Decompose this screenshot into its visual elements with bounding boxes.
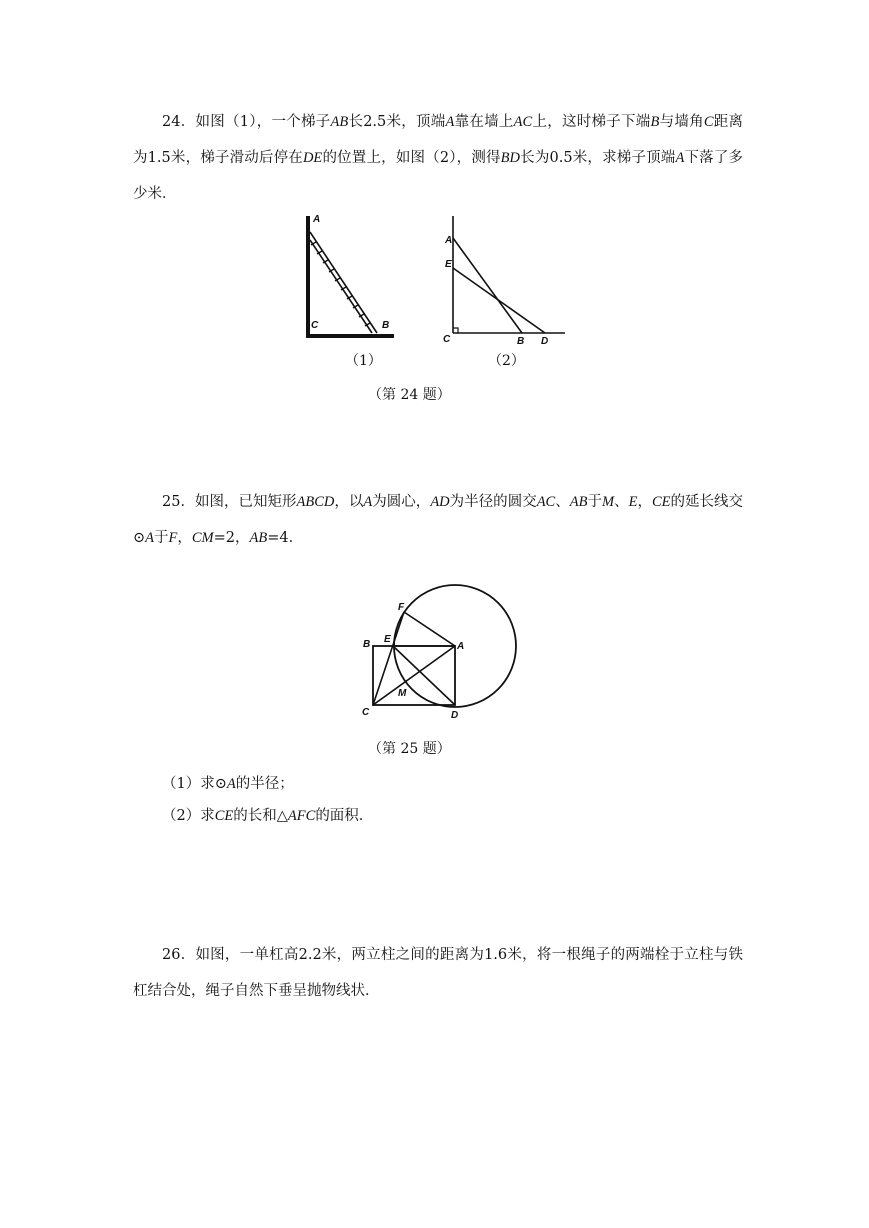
problem-25-text: 25．如图，已知矩形ABCD，以A为圆心，AD为半径的圆交AC、AB于M、E，CE的延长线交⊙A于F，CM=2，AB=4．: [133, 494, 744, 546]
segment-CA: [373, 646, 455, 705]
figure-24-2: [440, 212, 570, 346]
point-label-D: D: [541, 336, 549, 347]
figure-24-2-label: （2）: [488, 353, 525, 369]
point-label-B: B: [517, 336, 525, 347]
figure-24-caption: （第 24 题）: [368, 387, 451, 403]
ladder-rail-2: [310, 240, 372, 333]
problem-26-text: 26．如图，一单杠高2.2米，两立柱之间的距离为1.6米，将一根绳子的两端栓于立柱与铁杠结合处，绳子自然下垂呈抛物线状．: [133, 947, 743, 999]
wall: [306, 216, 310, 338]
point-label-E: E: [445, 259, 452, 270]
point-label-A: A: [313, 214, 321, 225]
figure-24-1: [300, 212, 400, 342]
segment-AB: [453, 238, 522, 333]
segment-FA: [404, 612, 455, 646]
ladder-rail-1: [310, 232, 377, 333]
segment-ED: [453, 268, 545, 333]
problem-24-text: 24．如图（1），一个梯子AB长2.5米，顶端A靠在墙上AC上，这时梯子下端B与墙角C距离为1.5米，梯子滑动后停在DE的位置上，如图（2），测得BD长为0.5米，求梯子顶端A下落了多少米．: [133, 114, 744, 202]
point-label-M: M: [398, 688, 407, 699]
point-label-C: C: [443, 334, 451, 345]
point-label-F: F: [398, 602, 405, 613]
ground: [306, 334, 394, 338]
point-label-A: A: [457, 641, 465, 652]
point-label-C: C: [362, 707, 370, 718]
point-label-A: A: [445, 235, 453, 246]
figure-25-caption: （第 25 题）: [368, 741, 451, 757]
point-label-B: B: [382, 320, 390, 331]
point-label-E: E: [384, 634, 391, 645]
point-label-C: C: [311, 320, 319, 331]
question-25-2: （2）求CE的长和△AFC的面积．: [162, 808, 374, 824]
figure-24-1-label: （1）: [345, 353, 382, 369]
point-label-B: B: [363, 639, 371, 650]
point-label-D: D: [451, 710, 459, 721]
figure-25: [355, 590, 530, 725]
question-25-1: （1）求⊙A的半径；: [162, 776, 294, 792]
